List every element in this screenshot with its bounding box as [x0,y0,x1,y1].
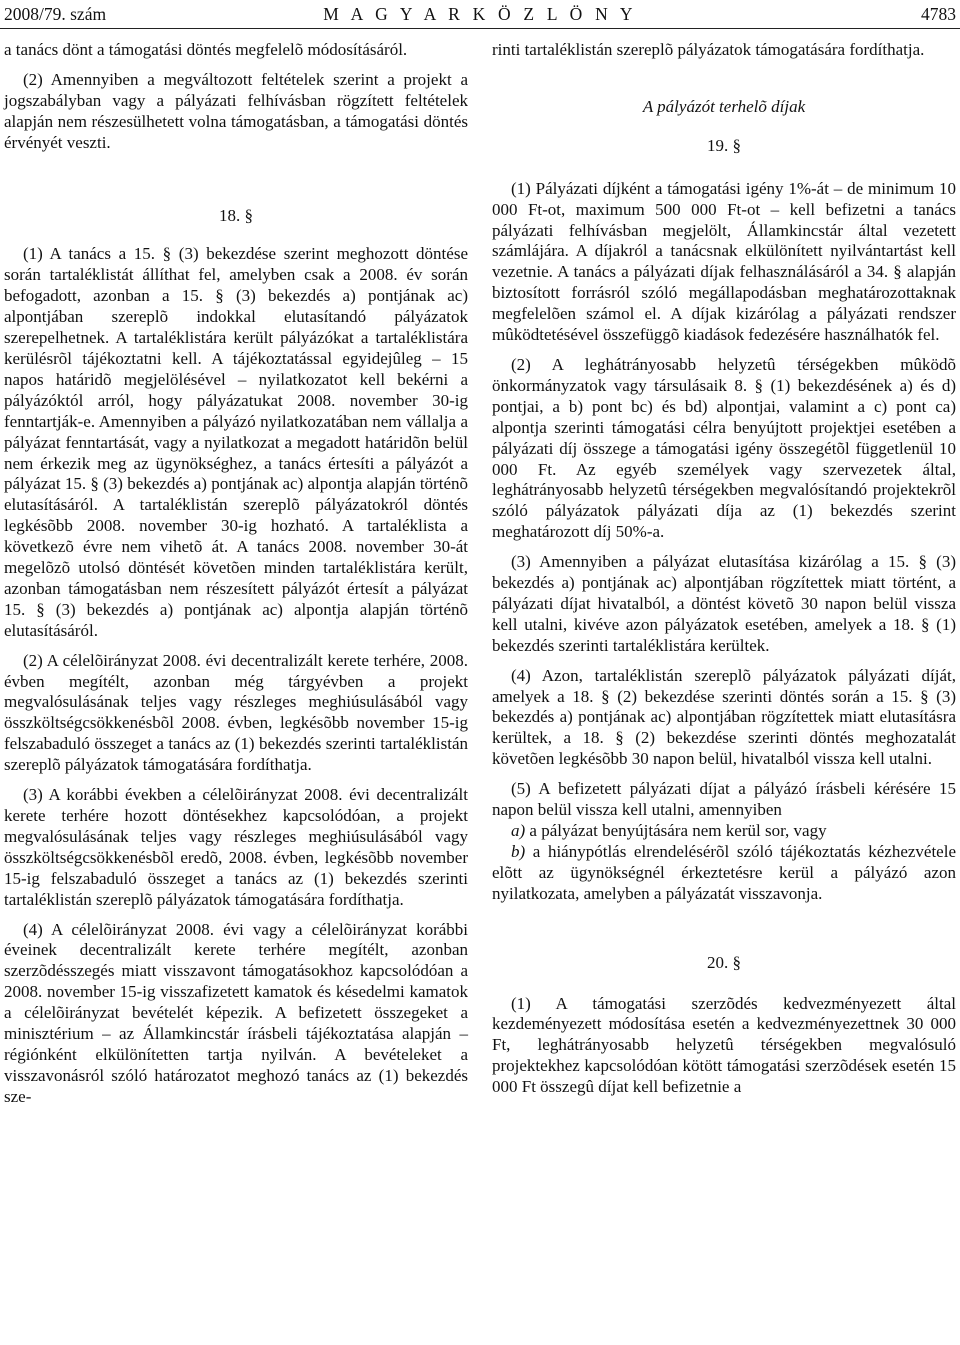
right-column [492,40,956,1098]
page-header [0,0,960,30]
list-item-text: a pályázat benyújtására nem kerül sor, vagy [525,821,827,840]
journal-title: M A G Y A R K Ö Z L Ö N Y [323,4,637,24]
page-number: 4783 [921,4,956,24]
paragraph: rinti tartaléklistán szereplõ pályázatok támogatására fordíthatja. [492,40,925,59]
issue-number: 2008/79. szám [4,4,107,24]
list-item-label: b) [511,841,526,861]
list-item [492,821,956,842]
paragraph: (2) Amennyiben a megváltozott feltételek szerint a projekt a jogszabályban vagy a pályázati felhívásban rögzített feltételek alapján nem részesülhetett volna támogatásban, a támogatási döntés érvényét veszti. [4,69,468,152]
section-number-18: 18. § [219,205,253,225]
paragraph: (4) Azon, tartaléklistán szereplõ pályázatok pályázati díját, amelyek a 18. § (2) bekezdése szerinti döntés során a 15. § (3) bekezdés a) pontjának ac) alpontjában rögzítettek miatt elutasításra kerültek, a 18. § (2) bekezdése szerinti döntés meghozatalát követõen legkésõbb 30 napon belül, hivatalból vissza kell utalni. [492,665,956,769]
paragraph: (5) A befizetett pályázati díjat a pályázó írásbeli kérésére 15 napon belül vissza kell utalni, amennyiben [492,779,956,820]
paragraph: (1) Pályázati díjként a támogatási igény 1%-át – de minimum 10 000 Ft-ot, maximum 500 000 Ft-ot – kell befizetni a tanács pályázati felhívásban megjelölt, Államkincstár által vezetett számlájára. A díjakról a tanácsnak elkülönített nyilvántartást kell vezetnie. A tanács a pályázati díjak felhasználásáról a 34. § alapján biztosított forrásról szóló megállapodásban meghatározottaknak megfelelõen számol el. A díjak kizárólag a pályázati rendszer mûködtetésével összefüggõ kiadások fedezésére használhatók fel. [492,178,956,345]
list-item-label: a) [511,821,526,840]
section-heading: A pályázót terhelõ díjak [642,96,806,116]
paragraph: (1) A támogatási szerzõdés kedvezményezett által kezdeményezett módosítása esetén a kedvezményezettnek 30 000 Ft, leghátrányosabb helyzetû térségekben megvalósuló projektekhez kapcsolódóan kötött támogatási szerzõdések esetén 15 000 Ft összegû díjat kell befizetnie a [492,993,956,1097]
paragraph: (2) A célelõirányzat 2008. évi decentralizált kerete terhére, 2008. évben megítélt, azonban még tárgyévben a projekt megvalósulásának teljes vagy részleges meghiúsulásából vagy összköltségcsökkenésbõl 2008. évben, legkésõbb november 15-ig felszabaduló összeget a tanács az (1) bekezdés szerinti tartaléklistán szereplõ pályázatok támogatására fordíthatja. [4,650,468,775]
paragraph: a tanács dönt a támogatási döntés megfelelõ módosításáról. [4,40,408,59]
paragraph: (1) A tanács a 15. § (3) bekezdése szerint meghozott döntése során tartaléklistát állíthat fel, amelyben csak a 2008. év során befogadott, azonban a 15. § (3) bekezdés a) pontjának ac) alpontjában szereplõ indokkal elutasítandó pályázatok szerepelhetnek. A tartaléklistára került pályázókat a tartaléklistára kerülésrõl tájékoztatni kell. A tájékoztatással egyidejûleg – 15 napos határidõ megjelölésével – nyilatkozatot kell bekérni a pályázóktól arról, hogy pályázatukat 2008. november 30-ig fenntartják-e. Amennyiben a pályázó nyilatkozatában nem vállalja a pályázat fenntartását, vagy a nyilatkozat a megadott határidõn belül nem érkezik meg az ügynökséghez, a tanács értesíti a pályázót a pályázat 15. § (3) bekezdés a) pontjának ac) alpontja alapján történõ elutasításáról. A tartaléklistán szereplõ pályázatokról döntés legkésõbb 2008. november 30-ig hozható. A tartaléklista a következõ évre nem vihetõ át. A tanács 2008. november 30-át megelõzõ utolsó döntését követõen minden tartaléklistára került, azonban támogatásban nem részesített pályázót értesít a pályázat 15. § (3) bekezdés a) pontjának ac) alpontja alapján történõ elutasításáról. [4,244,468,640]
list-item [492,842,956,905]
paragraph: (4) A célelõirányzat 2008. évi vagy a célelõirányzat korábbi éveinek decentralizált kerete terhére megítélt, azonban szerzõdésszegés miatt visszavont támogatásokhoz kapcsolódóan a 2008. november 15-ig visszafizetett kamatok és késedelmi kamatok a célelõirányzat bevételét képezik. A befizetett összegeket a minisztérium – az Államkincstár írásbeli tájékoztatása alapján – régiónként elkülönítetten tartja nyilván. A bevételeket a visszavonásról szóló határozatot meghozó tanács az (1) bekezdés sze- [4,919,468,1106]
header-rule [0,28,960,29]
paragraph: (3) A korábbi években a célelõirányzat 2008. évi decentralizált kerete terhére hozott döntésekhez kapcsolódóan, a projekt megvalósulásának teljes vagy részleges meghiúsulásából vagy összköltségcsökkenésbõl eredõ, 2008. évben, legkésõbb november 15-ig felszabaduló összeget a tanács az (1) bekezdés szerinti tartaléklistán szereplõ pályázatok támogatására fordíthatja. [4,785,468,909]
paragraph: (3) Amennyiben a pályázat elutasítása kizárólag a 15. § (3) bekezdés a) pontjának ac) alpontjában rögzítettek miatt történt, a pályázati díjat hivatalból, a döntést követõ 30 napon belül vissza kell utalni, kivéve azon pályázatok esetében, amelyek a 18. § (1) bekezdés szerinti tartaléklistára kerültek. [492,552,956,655]
paragraph: (2) A leghátrányosabb helyzetû térségekben mûködõ önkormányzatok vagy társulásaik 8. § (1) bekezdésének a) és d) pontjai, a b) pont bc) és bd) alpontjai, valamint a c) pont ca) alpontja szerinti támogatási célra benyújtott projektjei esetében a pályázati díj összege a támogatási igény összegétõl függetlenül 10 000 Ft. Az egyéb személyek vagy szervezetek által, leghátrányosabb helyzetû térségekben megvalósítandó projektekrõl szóló pályázatok pályázati díja az (1) bekezdés szerint meghatározott díj 50%-a. [492,354,956,542]
section-number-19: 19. § [707,135,741,155]
left-column [4,40,468,1108]
section-number-20: 20. § [707,952,741,972]
list-item-text: a hiánypótlás elrendelésérõl szóló tájékoztatás kézhezvétele elõtt az ügynökségnél érkeztetésre kerül a pályázó azon nyilatkozata, amelyben a pályázatát visszavonja. [492,841,956,903]
